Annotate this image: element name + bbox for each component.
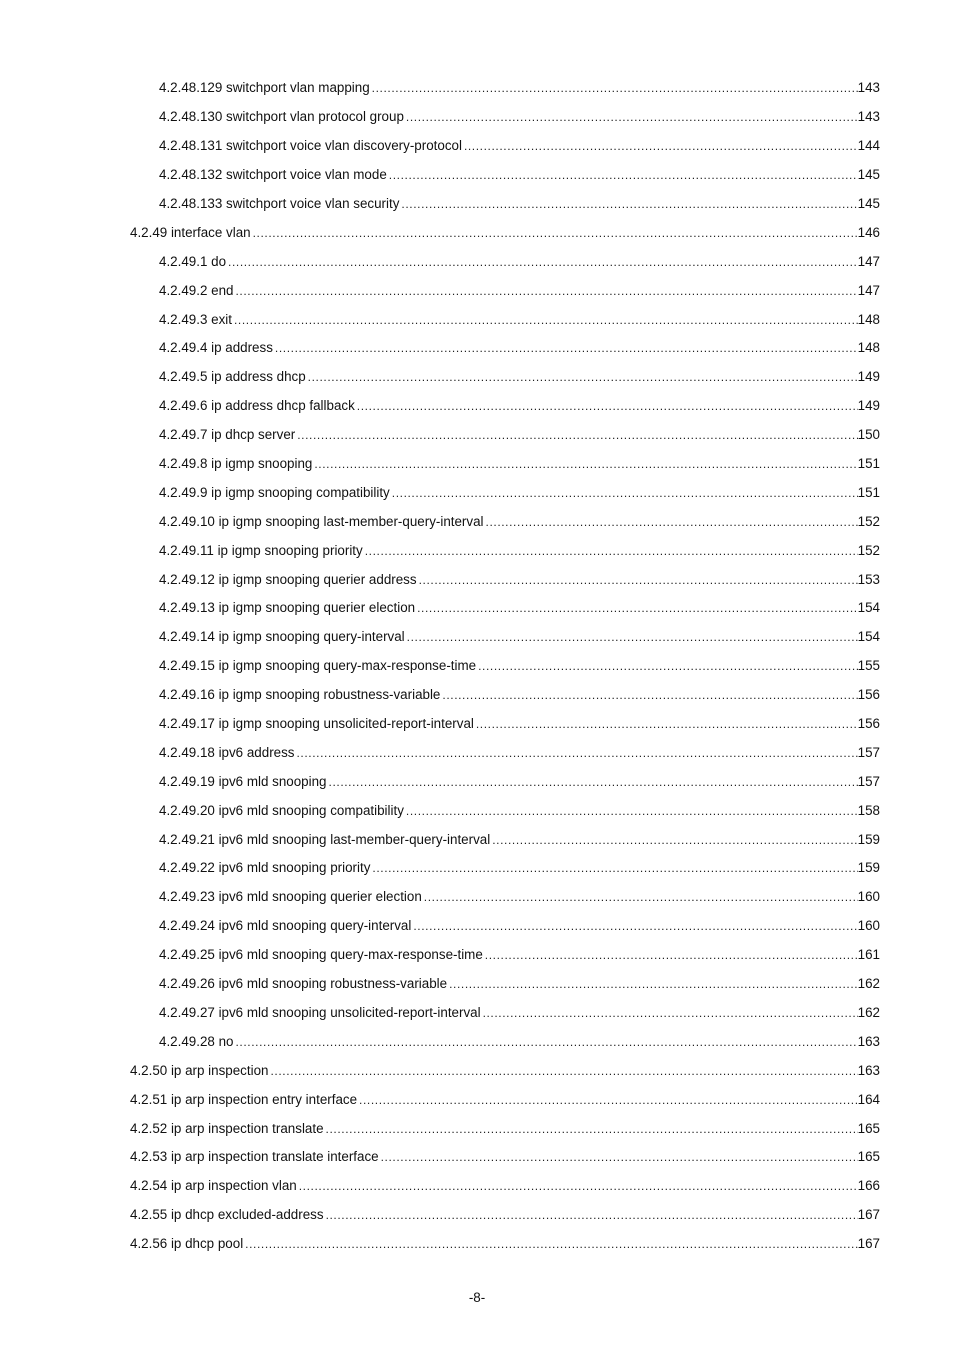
toc-entry-page: 166 xyxy=(857,1178,880,1194)
toc-dot-leader xyxy=(417,600,858,616)
toc-entry[interactable] xyxy=(0,883,954,912)
toc-entry[interactable] xyxy=(0,478,954,507)
toc-dot-leader xyxy=(478,658,858,674)
toc-entry[interactable] xyxy=(0,1143,954,1172)
toc-entry[interactable] xyxy=(0,334,954,363)
toc-entry-page: 143 xyxy=(857,109,880,125)
toc-entry-title: 4.2.49.4 ip address xyxy=(159,340,273,356)
toc-entry[interactable] xyxy=(0,507,954,536)
toc-entry-title: 4.2.49.13 ip igmp snooping querier election xyxy=(159,600,416,616)
toc-entry-title: 4.2.49.11 ip igmp snooping priority xyxy=(159,542,363,558)
toc-entry[interactable] xyxy=(0,854,954,883)
toc-entry[interactable] xyxy=(0,652,954,681)
toc-dot-leader xyxy=(424,889,858,905)
toc-entry-title: 4.2.52 ip arp inspection translate xyxy=(130,1120,324,1136)
toc-entry-title: 4.2.49.12 ip igmp snooping querier address xyxy=(159,571,417,587)
toc-entry[interactable] xyxy=(0,450,954,479)
toc-entry-title: 4.2.49 interface vlan xyxy=(130,224,251,240)
toc-entry-page: 153 xyxy=(857,571,880,587)
toc-entry[interactable] xyxy=(0,1172,954,1201)
toc-entry-page: 145 xyxy=(857,167,880,183)
toc-entry[interactable] xyxy=(0,536,954,565)
toc-entry-title: 4.2.49.15 ip igmp snooping query-max-response-time xyxy=(159,658,477,674)
toc-entry-page: 145 xyxy=(857,196,880,211)
toc-entry-title: 4.2.49.24 ipv6 mld snooping query-interval xyxy=(159,918,412,934)
toc-entry-page: 164 xyxy=(857,1091,880,1107)
toc-entry-page: 149 xyxy=(857,369,880,385)
toc-entry-page: 155 xyxy=(857,658,880,674)
toc-entry[interactable] xyxy=(0,941,954,970)
toc-entry-page: 158 xyxy=(857,802,880,818)
toc-dot-leader xyxy=(275,340,858,356)
toc-entry[interactable] xyxy=(0,1027,954,1056)
toc-dot-leader xyxy=(365,543,858,559)
toc-entry-page: 162 xyxy=(857,1004,880,1020)
toc-entry-title: 4.2.49.17 ip igmp snooping unsolicited-report-interval xyxy=(159,716,474,732)
toc-entry[interactable] xyxy=(0,623,954,652)
toc-dot-leader xyxy=(406,803,858,819)
toc-dot-leader xyxy=(449,976,858,992)
toc-dot-leader xyxy=(464,138,858,154)
toc-entry-page: 165 xyxy=(857,1149,880,1165)
toc-dot-leader xyxy=(228,254,858,270)
toc-entry-title: 4.2.48.133 switchport voice vlan security xyxy=(159,196,400,211)
toc-entry-page: 162 xyxy=(857,976,880,992)
toc-entry-title: 4.2.49.27 ipv6 mld snooping unsolicited-report-interval xyxy=(159,1004,481,1020)
toc-entry-title: 4.2.49.10 ip igmp snooping last-member-query-interval xyxy=(159,513,484,529)
toc-entry-page: 151 xyxy=(857,484,880,500)
page-number: -8- xyxy=(468,1290,486,1305)
toc-entry-title: 4.2.49.2 end xyxy=(159,282,234,298)
toc-entry-page: 163 xyxy=(857,1062,880,1078)
toc-dot-leader xyxy=(234,312,858,328)
toc-entry-title: 4.2.49.28 no xyxy=(159,1033,234,1049)
toc-entry[interactable] xyxy=(0,74,954,103)
toc-entry-title: 4.2.53 ip arp inspection translate interface xyxy=(130,1149,379,1165)
toc-entry[interactable] xyxy=(0,305,954,334)
toc-entry-title: 4.2.49.5 ip address dhcp xyxy=(159,369,306,385)
toc-dot-leader xyxy=(419,572,858,588)
toc-entry-page: 159 xyxy=(857,831,880,847)
toc-entry[interactable] xyxy=(0,190,954,219)
toc-entry-title: 4.2.55 ip dhcp excluded-address xyxy=(130,1207,324,1223)
toc-dot-leader xyxy=(253,225,858,241)
toc-entry-page: 143 xyxy=(857,80,880,96)
toc-dot-leader xyxy=(235,283,857,299)
toc-dot-leader xyxy=(329,774,858,790)
toc-entry-title: 4.2.49.6 ip address dhcp fallback xyxy=(159,398,355,414)
toc-entry-title: 4.2.56 ip dhcp pool xyxy=(130,1236,244,1252)
toc-entry-title: 4.2.49.20 ipv6 mld snooping compatibility xyxy=(159,802,404,818)
toc-dot-leader xyxy=(492,832,857,848)
toc-dot-leader xyxy=(326,1207,858,1223)
toc-dot-leader xyxy=(413,918,857,934)
toc-dot-leader xyxy=(485,947,858,963)
toc-entry[interactable] xyxy=(0,594,954,623)
toc-entry-page: 167 xyxy=(857,1207,880,1223)
toc-entry-page: 161 xyxy=(857,947,880,963)
toc-dot-leader xyxy=(407,629,858,645)
toc-entry-title: 4.2.49.21 ipv6 mld snooping last-member-query-interval xyxy=(159,831,491,847)
toc-entry-page: 147 xyxy=(857,253,880,269)
toc-entry-title: 4.2.51 ip arp inspection entry interface xyxy=(130,1091,358,1107)
toc-entry[interactable] xyxy=(0,681,954,710)
toc-entry-title: 4.2.49.7 ip dhcp server xyxy=(159,427,296,443)
toc-entry-title: 4.2.49.14 ip igmp snooping query-interval xyxy=(159,629,405,645)
toc-entry-page: 144 xyxy=(857,138,880,154)
toc-dot-leader xyxy=(406,109,858,125)
toc-dot-leader xyxy=(326,1121,858,1137)
toc-entry[interactable] xyxy=(0,565,954,594)
toc-entry-page: 146 xyxy=(857,224,880,240)
toc-entry[interactable] xyxy=(0,132,954,161)
toc-entry-title: 4.2.49.25 ipv6 mld snooping query-max-response-time xyxy=(159,947,483,963)
toc-entry[interactable] xyxy=(0,796,954,825)
toc-entry-page: 149 xyxy=(857,398,880,414)
toc-entry-page: 157 xyxy=(857,744,880,760)
toc-dot-leader xyxy=(381,1149,858,1165)
toc-dot-leader xyxy=(357,398,858,414)
toc-dot-leader xyxy=(483,1005,858,1021)
toc-dot-leader xyxy=(270,1063,857,1079)
toc-entry-title: 4.2.49.23 ipv6 mld snooping querier election xyxy=(159,889,422,905)
toc-dot-leader xyxy=(299,1178,858,1194)
toc-entry[interactable] xyxy=(0,1114,954,1143)
toc-entry-title: 4.2.49.8 ip igmp snooping xyxy=(159,456,313,472)
toc-entry-page: 167 xyxy=(857,1236,880,1252)
table-of-contents xyxy=(0,74,954,1259)
toc-entry-page: 154 xyxy=(857,600,880,616)
toc-dot-leader xyxy=(297,745,858,761)
toc-entry-page: 156 xyxy=(857,687,880,703)
toc-entry-title: 4.2.49.16 ip igmp snooping robustness-variable xyxy=(159,687,441,703)
toc-entry-page: 150 xyxy=(857,427,880,443)
toc-dot-leader xyxy=(359,1092,858,1108)
toc-entry-page: 160 xyxy=(857,889,880,905)
toc-entry-title: 4.2.49.1 do xyxy=(159,253,227,269)
toc-entry-page: 157 xyxy=(857,773,880,789)
toc-dot-leader xyxy=(235,1034,857,1050)
toc-entry-page: 152 xyxy=(857,542,880,558)
toc-dot-leader xyxy=(245,1236,857,1252)
toc-entry-title: 4.2.49.19 ipv6 mld snooping xyxy=(159,773,327,789)
toc-entry-title: 4.2.49.3 exit xyxy=(159,311,232,327)
toc-entry-title: 4.2.48.132 switchport voice vlan mode xyxy=(159,167,387,183)
toc-entry-title: 4.2.49.9 ip igmp snooping compatibility xyxy=(159,484,390,500)
toc-dot-leader xyxy=(314,456,857,472)
toc-entry-title: 4.2.50 ip arp inspection xyxy=(130,1062,269,1078)
toc-entry[interactable] xyxy=(0,710,954,739)
toc-entry[interactable] xyxy=(0,247,954,276)
toc-entry[interactable] xyxy=(0,421,954,450)
toc-entry[interactable] xyxy=(0,276,954,305)
toc-dot-leader xyxy=(389,167,858,183)
toc-entry-page: 148 xyxy=(857,311,880,327)
toc-entry-page: 147 xyxy=(857,282,880,298)
toc-entry-title: 4.2.49.26 ipv6 mld snooping robustness-variable xyxy=(159,976,448,992)
toc-entry[interactable] xyxy=(0,999,954,1028)
toc-dot-leader xyxy=(308,369,858,385)
toc-entry[interactable] xyxy=(0,1230,954,1259)
toc-entry[interactable] xyxy=(0,912,954,941)
toc-entry-page: 151 xyxy=(857,456,880,472)
toc-entry[interactable] xyxy=(0,161,954,190)
toc-entry[interactable] xyxy=(0,363,954,392)
toc-dot-leader xyxy=(476,716,858,732)
toc-entry-page: 160 xyxy=(857,918,880,934)
toc-entry-page: 156 xyxy=(857,716,880,732)
toc-dot-leader xyxy=(297,427,857,443)
toc-dot-leader xyxy=(392,485,858,501)
toc-entry[interactable] xyxy=(0,1056,954,1085)
toc-entry-page: 165 xyxy=(857,1120,880,1136)
toc-entry[interactable] xyxy=(0,392,954,421)
toc-entry[interactable] xyxy=(0,825,954,854)
toc-entry[interactable] xyxy=(0,738,954,767)
toc-entry-title: 4.2.49.22 ipv6 mld snooping priority xyxy=(159,860,371,876)
toc-dot-leader xyxy=(486,514,858,530)
toc-dot-leader xyxy=(401,196,857,212)
toc-entry-page: 159 xyxy=(857,860,880,876)
toc-entry[interactable] xyxy=(0,103,954,132)
toc-entry[interactable] xyxy=(0,1201,954,1230)
toc-dot-leader xyxy=(372,860,857,876)
toc-entry-page: 163 xyxy=(857,1033,880,1049)
toc-entry-title: 4.2.48.131 switchport voice vlan discovery-protocol xyxy=(159,138,462,154)
toc-entry-page: 154 xyxy=(857,629,880,645)
toc-entry-title: 4.2.54 ip arp inspection vlan xyxy=(130,1178,297,1194)
toc-entry[interactable] xyxy=(0,970,954,999)
toc-dot-leader xyxy=(442,687,857,703)
toc-entry-page: 148 xyxy=(857,340,880,356)
toc-entry[interactable] xyxy=(0,1085,954,1114)
toc-entry[interactable] xyxy=(0,218,954,247)
toc-entry-page: 152 xyxy=(857,513,880,529)
toc-entry[interactable] xyxy=(0,767,954,796)
toc-entry-title: 4.2.49.18 ipv6 address xyxy=(159,744,295,760)
toc-entry-title: 4.2.48.129 switchport vlan mapping xyxy=(159,80,370,96)
toc-entry-title: 4.2.48.130 switchport vlan protocol group xyxy=(159,109,404,125)
toc-dot-leader xyxy=(372,80,858,96)
